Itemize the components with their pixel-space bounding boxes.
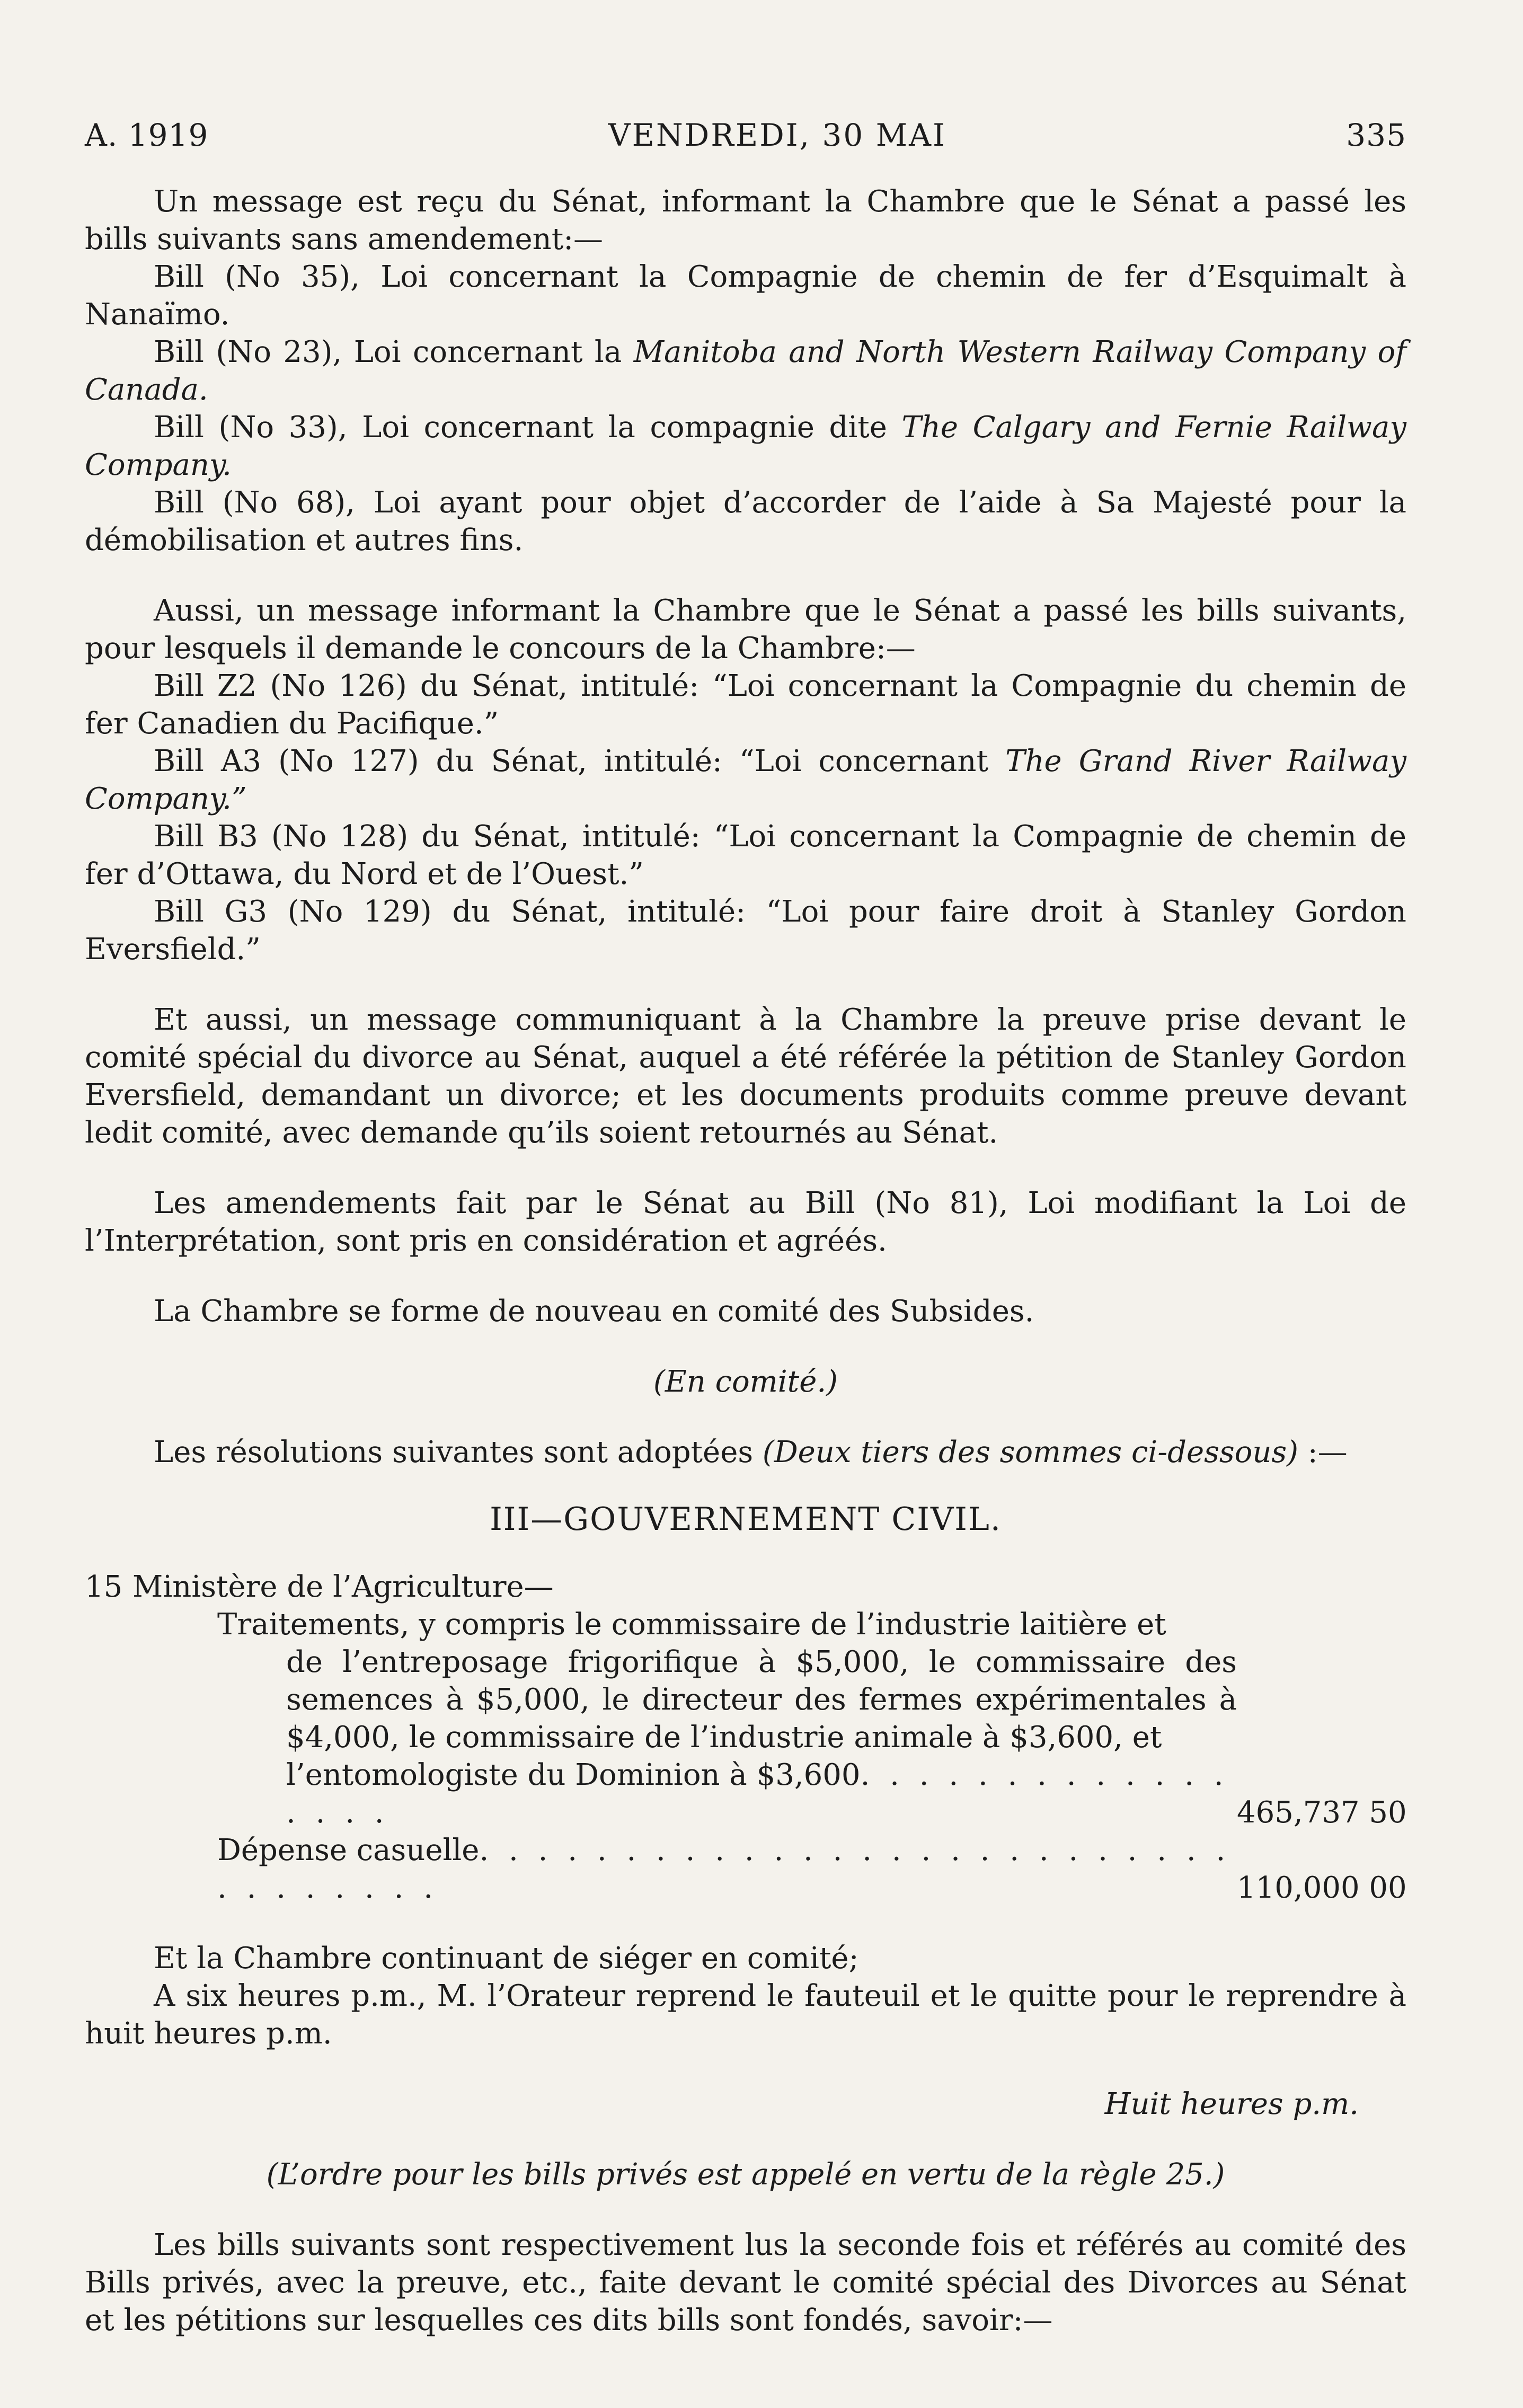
page-header (85, 117, 1406, 154)
second-reading-paragraph: Les bills suivants sont respectivement lus la seconde fois et référés au comité des Bills privés, avec la preuve, etc., faite devant le comité spécial des Divorces au Sénat et les pétitions sur lesquelles ces dits bills sont fondés, savoir:— (85, 2228, 1406, 2338)
resolutions-adopted: Les résolutions suivantes sont adoptées (Deux tiers des sommes ci-dessous) :— (154, 1435, 1348, 1469)
salaries-continuation (217, 1643, 1406, 1831)
bill-23: Bill (No 23), Loi concernant la Manitoba and North Western Railway Company of Canada. (85, 335, 1406, 407)
leader-dots: . . . . . . . . . . . . . . . . . (286, 1758, 1229, 1830)
senate-message-concurrence: Aussi, un message informant la Chambre que le Sénat a passé les bills suivants, pour lesquels il demande le concours de la Chambre:— (85, 594, 1406, 666)
committee-of-supply: La Chambre se forme de nouveau en comité des Subsides. (154, 1294, 1034, 1329)
casual-expense-label: Dépense casuelle (217, 1833, 480, 1867)
bill-33: Bill (No 33), Loi concernant la compagnie dite The Calgary and Fernie Railway Company. (85, 410, 1407, 482)
committee-continuing: Et la Chambre continuant de siéger en comité; (154, 1941, 859, 1976)
page-date-heading: VENDREDI, 30 MAI (608, 117, 946, 153)
casual-expense-amount: 110,000 00 (1237, 1871, 1407, 1905)
budget-item-label: Ministère de l’Agriculture— (132, 1570, 554, 1604)
divorce-evidence-message: Et aussi, un message communiquant à la Chambre la preuve prise devant le comité spécial du divorce au Sénat, auquel a été référée la pétition de Stanley Gordon Eversfield, demandant un divorce; et les documents produits comme preuve devant ledit comité, avec demande qu’ils soient retournés au Sénat. (85, 1003, 1406, 1150)
salaries-amount: 465,737 50 (1237, 1795, 1407, 1830)
budget-details (217, 1606, 1406, 1907)
senate-message-intro: Un message est reçu du Sénat, informant la Chambre que le Sénat a passé les bills suivants sans amendement:— (85, 184, 1406, 256)
section-title: III—GOUVERNEMENT CIVIL. (490, 1501, 1002, 1538)
salaries-last-line: l’entomologiste du Dominion à $3,600 (286, 1758, 861, 1792)
in-committee-heading: (En comité.) (653, 1365, 838, 1399)
bill-z2: Bill Z2 (No 126) du Sénat, intitulé: “Loi concernant la Compagnie du chemin de fer Canadien du Pacifique.” (85, 669, 1406, 741)
eight-pm-heading: Huit heures p.m. (1104, 2087, 1359, 2121)
bill-g3: Bill G3 (No 129) du Sénat, intitulé: “Loi pour faire droit à Stanley Gordon Eversfield.” (85, 895, 1406, 967)
page-number: 335 (1346, 117, 1406, 153)
bill-a3: Bill A3 (No 127) du Sénat, intitulé: “Loi concernant The Grand River Railway Company.” (85, 744, 1406, 816)
leader-dots: . . . . . . . . . . . . . . . . . . . . . . . . . . . . . . . . . . (217, 1833, 1231, 1905)
private-bills-order: (L’ordre pour les bills privés est appelé en vertu de la règle 25.) (266, 2157, 1225, 2192)
bill-35: Bill (No 35), Loi concernant la Compagnie de chemin de fer d’Esquimalt à Nanaïmo. (85, 260, 1406, 332)
salaries-row (286, 1756, 1406, 1831)
salaries-text: de l’entreposage frigorifique à $5,000, le commissaire des semences à $5,000, le directeur des fermes expérimentales à $4,000, le commissaire de l’industrie animale à $3,600, et (286, 1645, 1237, 1755)
bill-b3: Bill B3 (No 128) du Sénat, intitulé: “Loi concernant la Compagnie de chemin de fer d’Ottawa, du Nord et de l’Ouest.” (85, 819, 1406, 891)
amendments-paragraph: Les amendements fait par le Sénat au Bill (No 81), Loi modifiant la Loi de l’Interprétation, sont pris en considération et agréés. (85, 1186, 1406, 1258)
budget-item-number: 15 (85, 1570, 123, 1604)
bill-68: Bill (No 68), Loi ayant pour objet d’accorder de l’aide à Sa Majesté pour la démobilisation et autres fins. (85, 485, 1406, 557)
casual-expense-row (217, 1831, 1406, 1907)
budget-item (85, 1568, 1406, 1606)
salaries-first-line: Traitements, y compris le commissaire de l’industrie laitière et (217, 1607, 1166, 1642)
six-pm-paragraph: A six heures p.m., M. l’Orateur reprend le fauteuil et le quitte pour le reprendre à huit heures p.m. (85, 1979, 1406, 2051)
session-year: A. 1919 (85, 117, 209, 153)
